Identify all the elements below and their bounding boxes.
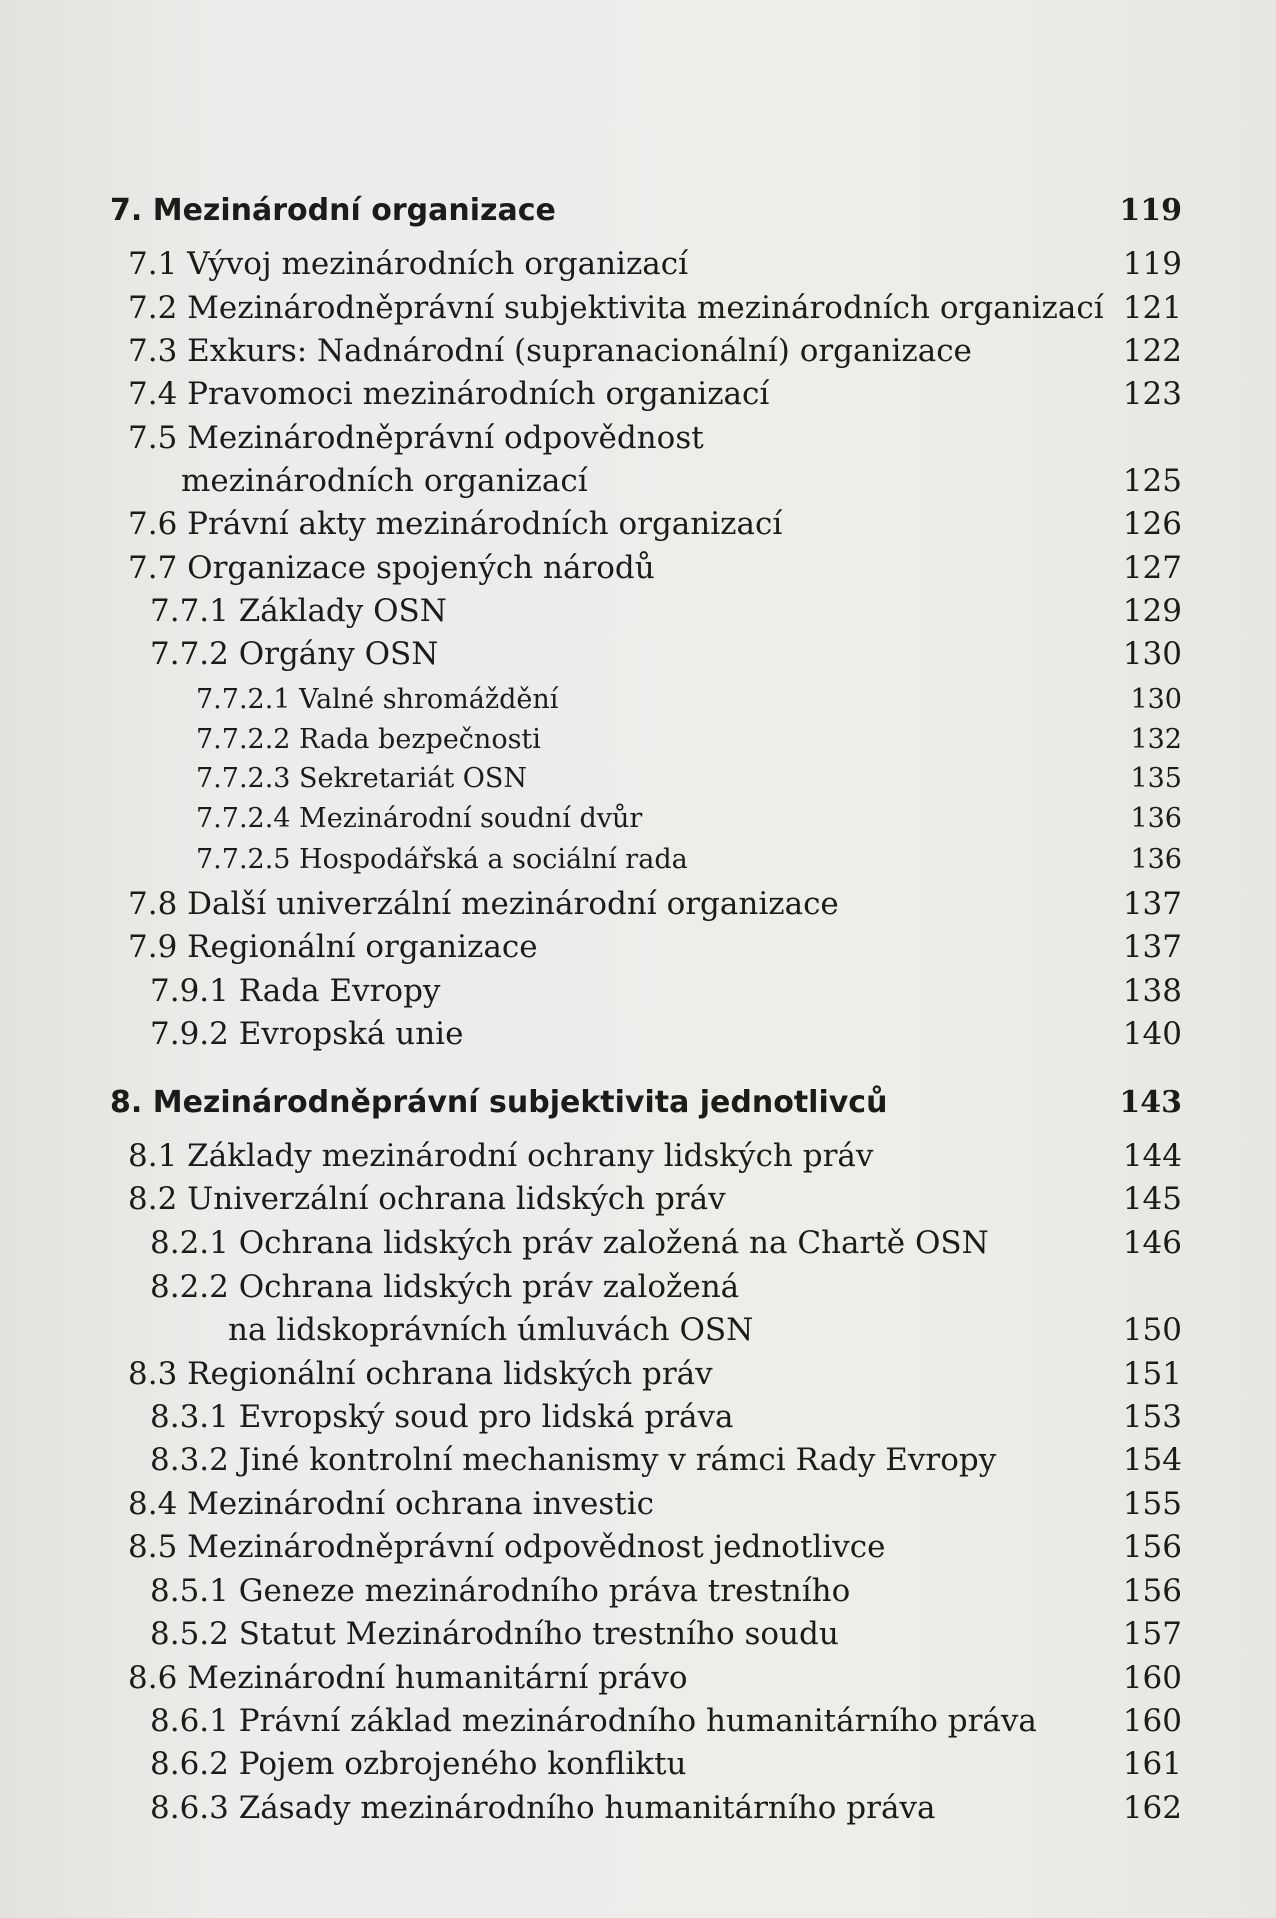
- entry-label: 7.7 Organizace spojených národů: [128, 550, 655, 586]
- chapter-8-heading: [110, 1085, 1182, 1120]
- entry-page: 119: [1122, 246, 1182, 282]
- toc-entry-7-2: [110, 290, 1182, 326]
- entry-page: 156: [1122, 1529, 1182, 1565]
- entry-label: 8.5 Mezinárodněprávní odpovědnost jednotlivce: [128, 1529, 886, 1565]
- entry-page: 145: [1122, 1181, 1182, 1217]
- entry-page: 162: [1122, 1790, 1182, 1826]
- chapter-title: 7. Mezinárodní organizace: [110, 193, 556, 228]
- toc-entry-8-3-1: [110, 1399, 1182, 1435]
- toc-entry-7-7-2-3: [110, 765, 1182, 792]
- entry-label: 8.6.1 Právní základ mezinárodního humanitárního práva: [150, 1703, 1037, 1739]
- entry-page: 154: [1122, 1442, 1182, 1478]
- toc-entry-8-2: [110, 1181, 1182, 1217]
- entry-page: 140: [1122, 1016, 1182, 1052]
- entry-label: 7.8 Další univerzální mezinárodní organizace: [128, 886, 839, 922]
- entry-label: 7.7.2 Orgány OSN: [150, 636, 439, 672]
- entry-label: 8.3 Regionální ochrana lidských práv: [128, 1356, 713, 1392]
- entry-page: 127: [1122, 550, 1182, 586]
- chapter-page: 119: [1119, 193, 1182, 228]
- toc-entry-8-3-2: [110, 1442, 1182, 1478]
- toc-entry-8-3: [110, 1356, 1182, 1392]
- entry-label: 7.7.2.1 Valné shromáždění: [196, 684, 559, 715]
- entry-label: 7.6 Právní akty mezinárodních organizací: [128, 506, 783, 542]
- entry-label-continued: na lidskoprávních úmluvách OSN: [228, 1312, 754, 1348]
- entry-label: 8.2.2 Ochrana lidských práv založená: [150, 1269, 740, 1305]
- toc-entry-7-7-1: [110, 593, 1182, 629]
- entry-label: 8.2.1 Ochrana lidských práv založená na Chartě OSN: [150, 1225, 989, 1261]
- entry-page: 137: [1122, 886, 1182, 922]
- entry-label: 8.5.1 Geneze mezinárodního práva trestního: [150, 1573, 851, 1609]
- entry-label: 7.7.2.3 Sekretariát OSN: [196, 763, 528, 794]
- entry-label: 7.9.1 Rada Evropy: [150, 973, 441, 1009]
- entry-label: 8.5.2 Statut Mezinárodního trestního soudu: [150, 1616, 839, 1652]
- toc-entry-7-9-1: [110, 973, 1182, 1009]
- toc-entry-8-1: [110, 1138, 1182, 1174]
- toc-entry-7-9: [110, 929, 1182, 965]
- entry-page: 144: [1122, 1138, 1182, 1174]
- entry-label: 7.7.2.4 Mezinárodní soudní dvůr: [196, 803, 643, 834]
- entry-label: 7.5 Mezinárodněprávní odpovědnost: [128, 420, 704, 456]
- toc-entry-8-6-1: [110, 1703, 1182, 1739]
- entry-page: 160: [1122, 1660, 1182, 1696]
- chapter-7-heading: [110, 193, 1182, 228]
- entry-label: 7.7.1 Základy OSN: [150, 593, 447, 629]
- toc-entry-8-6-3: [110, 1790, 1182, 1826]
- toc-entry-7-1: [110, 246, 1182, 282]
- entry-label: 8.6 Mezinárodní humanitární právo: [128, 1660, 688, 1696]
- entry-page: 125: [1122, 463, 1182, 499]
- entry-page: 150: [1122, 1312, 1182, 1348]
- entry-label: 8.2 Univerzální ochrana lidských práv: [128, 1181, 726, 1217]
- toc-entry-7-4: [110, 376, 1182, 412]
- toc-entry-8-2-2: [110, 1269, 1182, 1305]
- entry-page: 126: [1122, 506, 1182, 542]
- chapter-title: 8. Mezinárodněprávní subjektivita jednotlivců: [110, 1085, 888, 1120]
- toc-entry-7-7-2-4: [110, 805, 1182, 832]
- entry-label: 7.1 Vývoj mezinárodních organizací: [128, 246, 689, 282]
- toc-entry-8-4: [110, 1486, 1182, 1522]
- toc-entry-8-2-1: [110, 1225, 1182, 1261]
- toc-entry-7-6: [110, 506, 1182, 542]
- entry-page: 157: [1122, 1616, 1182, 1652]
- toc-entry-7-7-2-1: [110, 686, 1182, 713]
- entry-page: 138: [1122, 973, 1182, 1009]
- entry-page: 156: [1122, 1573, 1182, 1609]
- entry-page: 121: [1122, 290, 1182, 326]
- entry-page: 135: [1130, 763, 1182, 794]
- entry-page: 161: [1122, 1746, 1182, 1782]
- entry-label: 7.7.2.5 Hospodářská a sociální rada: [196, 844, 688, 875]
- toc-entry-7-8: [110, 886, 1182, 922]
- toc-entry-7-5-continued: [110, 463, 1182, 499]
- toc-entry-7-9-2: [110, 1016, 1182, 1052]
- entry-page: 132: [1130, 724, 1182, 755]
- entry-page: 136: [1130, 844, 1182, 875]
- toc-entry-8-6-2: [110, 1746, 1182, 1782]
- entry-label: 7.3 Exkurs: Nadnárodní (supranacionální) organizace: [128, 333, 972, 369]
- entry-label: 8.3.2 Jiné kontrolní mechanismy v rámci Rady Evropy: [150, 1442, 997, 1478]
- toc-entry-8-5-1: [110, 1573, 1182, 1609]
- entry-page: 136: [1130, 803, 1182, 834]
- entry-label: 8.1 Základy mezinárodní ochrany lidských práv: [128, 1138, 874, 1174]
- entry-page: 123: [1122, 376, 1182, 412]
- entry-label: 8.4 Mezinárodní ochrana investic: [128, 1486, 654, 1522]
- entry-page: 130: [1130, 684, 1182, 715]
- toc-entry-8-5-2: [110, 1616, 1182, 1652]
- toc-entry-7-3: [110, 333, 1182, 369]
- entry-label: 8.3.1 Evropský soud pro lidská práva: [150, 1399, 734, 1435]
- entry-label: 7.4 Pravomoci mezinárodních organizací: [128, 376, 770, 412]
- entry-label: 7.9.2 Evropská unie: [150, 1016, 464, 1052]
- toc-entry-8-5: [110, 1529, 1182, 1565]
- toc-entry-7-7: [110, 550, 1182, 586]
- entry-page: 153: [1122, 1399, 1182, 1435]
- entry-label: 7.9 Regionální organizace: [128, 929, 538, 965]
- chapter-page: 143: [1119, 1085, 1182, 1120]
- entry-label-continued: mezinárodních organizací: [181, 463, 588, 499]
- entry-page: 155: [1122, 1486, 1182, 1522]
- entry-page: 146: [1122, 1225, 1182, 1261]
- entry-label: 8.6.2 Pojem ozbrojeného konfliktu: [150, 1746, 687, 1782]
- toc-entry-7-7-2-5: [110, 846, 1182, 873]
- toc-entry-8-2-2-continued: [110, 1312, 1182, 1348]
- toc-entry-7-7-2: [110, 636, 1182, 672]
- toc-entry-7-7-2-2: [110, 726, 1182, 753]
- entry-page: 160: [1122, 1703, 1182, 1739]
- entry-label: 7.2 Mezinárodněprávní subjektivita mezinárodních organizací: [128, 290, 1104, 326]
- entry-page: 137: [1122, 929, 1182, 965]
- entry-label: 7.7.2.2 Rada bezpečnosti: [196, 724, 541, 755]
- entry-page: 130: [1122, 636, 1182, 672]
- entry-page: 129: [1122, 593, 1182, 629]
- entry-page: 151: [1122, 1356, 1182, 1392]
- entry-page: 122: [1122, 333, 1182, 369]
- entry-label: 8.6.3 Zásady mezinárodního humanitárního práva: [150, 1790, 936, 1826]
- toc-entry-8-6: [110, 1660, 1182, 1696]
- toc-entry-7-5: [110, 420, 1182, 456]
